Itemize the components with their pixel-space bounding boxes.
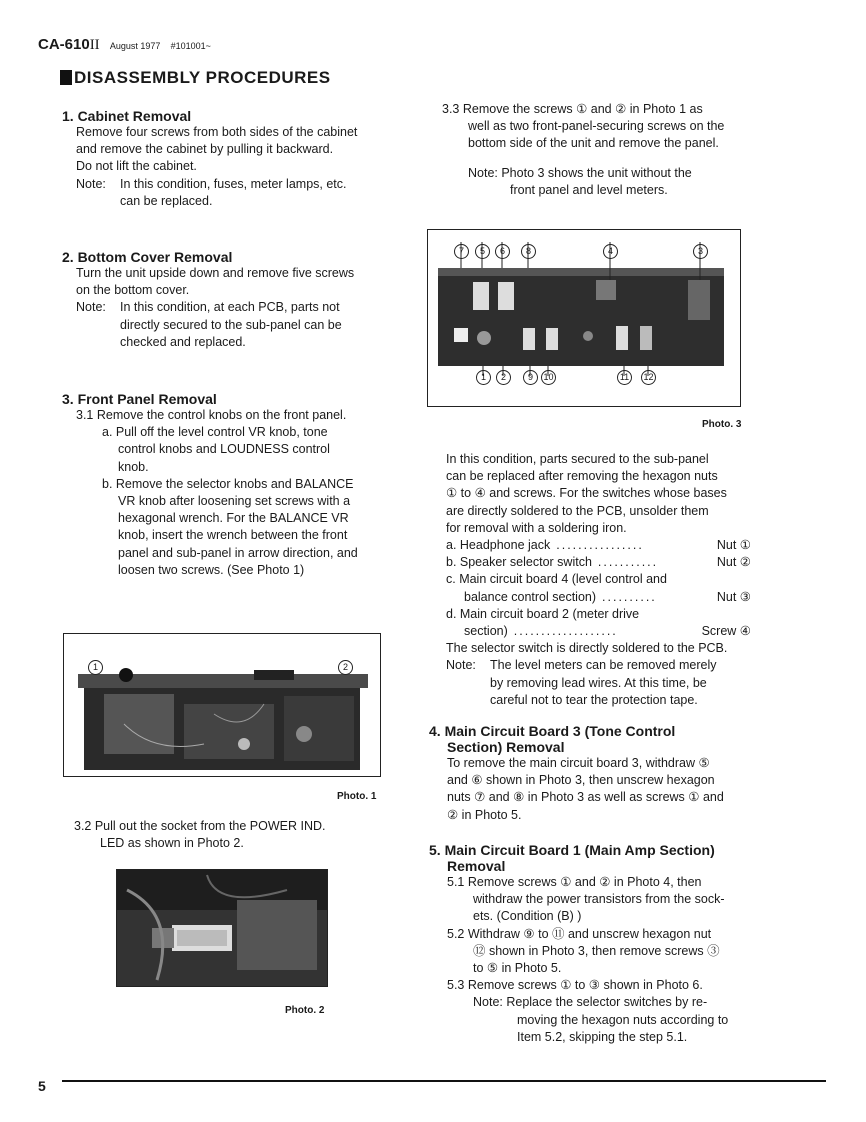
model-header <box>38 36 211 54</box>
list-item: a. Headphone jack ................ Nut ① <box>446 538 751 553</box>
photo-3-label: 8 <box>521 244 536 259</box>
model-suffix: II <box>89 37 100 53</box>
section-heading: 5. Main Circuit Board 1 (Main Amp Section) <box>429 842 715 858</box>
subpanel-parts: In this condition, parts secured to the sub-panel can be replaced after removing the hexagon nuts ① to ④ and screws. For the switches whose bases are directly soldered to the PCB, unsolder them for removal with a soldering iron. a. Headphone jack ................ Nut ① b. Speaker selector switch ........... Nut ② c. Main circuit board 4 (level control and balance control section) .......... Nut ③ d. Main circuit board 2 (meter drive section) ................... Screw ④ The selector switch is directly soldered to the PCB. Note: The level meters can be removed merely by removing lead wires. At this time, be careful not to tear the protection tape. <box>446 452 751 707</box>
photo-1-label: 1 <box>88 660 103 675</box>
step-3-2: 3.2 Pull out the socket from the POWER IND. LED as shown in Photo 2. <box>74 819 326 851</box>
section-heading: 1. Cabinet Removal <box>62 108 192 124</box>
list-item: d. Main circuit board 2 (meter drive <box>446 606 640 621</box>
page-number: 5 <box>38 1078 46 1094</box>
photo-3-label: 11 <box>617 370 632 385</box>
photo-3-label: 4 <box>603 244 618 259</box>
photo-1-caption: Photo. 1 <box>337 791 377 802</box>
photo-3-label: 1 <box>476 370 491 385</box>
photo-3-label: 5 <box>475 244 490 259</box>
photo-3-caption: Photo. 3 <box>702 419 742 430</box>
photo-2-caption: Photo. 2 <box>285 1005 325 1016</box>
photo-1-image <box>64 634 380 776</box>
list-item: c. Main circuit board 4 (level control and <box>446 572 667 587</box>
section-heading: 2. Bottom Cover Removal <box>62 249 233 265</box>
list-item: b. Speaker selector switch ........... Nut ② <box>446 555 751 570</box>
photo-3-label: 6 <box>495 244 510 259</box>
photo-1-label: 2 <box>338 660 353 675</box>
photo-3-label: 12 <box>641 370 656 385</box>
photo-2 <box>116 869 328 987</box>
header-date: August 1977 <box>109 41 161 51</box>
section-cabinet-removal: 1. Cabinet Removal Remove four screws from both sides of the cabinet and remove the cabinet by pulling it backward. Do not lift the cabinet. Note: In this condition, fuses, meter lamps, etc. can be replaced. <box>62 108 382 210</box>
photo-3-label: 3 <box>693 244 708 259</box>
page-title: DISASSEMBLY PROCEDURES <box>60 68 331 88</box>
photo-3-label: 2 <box>496 370 511 385</box>
section-main-circuit-board-3: 4. Main Circuit Board 3 (Tone Control Section) Removal To remove the main circuit board 3, withdraw ⑤ and ⑥ shown in Photo 3, then unscrew hexagon nuts ⑦ and ⑧ in Photo 3 as well as screws ① and ② in Photo 5. <box>429 723 749 824</box>
list-item: section) ................... Screw ④ <box>464 624 751 639</box>
photo-1 <box>63 633 381 777</box>
photo-3-label: 10 <box>541 370 556 385</box>
footer-rule <box>62 1080 826 1082</box>
section-heading: 3. Front Panel Removal <box>62 391 217 407</box>
model-name: CA-610 <box>38 36 90 53</box>
section-main-circuit-board-1: 5. Main Circuit Board 1 (Main Amp Section) Removal 5.1 Remove screws ① and ② in Photo 4, then withdraw the power transistors from the sock- ets. (Condition (B) ) 5.2 Withdraw ⑨ to ⑪ and unscrew hexagon nut ⑫ shown in Photo 3, then remove screws ③ to ⑤ in Photo 5. 5.3 Remove screws ① to ③ shown in Photo 6. Note: Replace the selector switches by re- moving the hexagon nuts according to Item 5.2, skipping the step 5.1. <box>429 842 754 1046</box>
step-3-3: 3.3 Remove the screws ① and ② in Photo 1 as well as two front-panel-securing screws on the bottom side of the unit and remove the panel. Note: Photo 3 shows the unit without the front panel and level meters. <box>442 102 725 197</box>
photo-3 <box>427 229 741 407</box>
list-item: balance control section) .......... Nut ③ <box>464 589 751 604</box>
photo-3-image <box>428 230 740 406</box>
section-heading: 4. Main Circuit Board 3 (Tone Control <box>429 723 676 739</box>
photo-2-image <box>117 870 327 986</box>
section-bottom-cover-removal: 2. Bottom Cover Removal Turn the unit upside down and remove five screws on the bottom cover. Note: In this condition, at each PCB, parts not directly secured to the sub-panel can be checked and replaced. <box>62 249 382 351</box>
photo-3-label: 9 <box>523 370 538 385</box>
section-front-panel-removal: 3. Front Panel Removal 3.1 Remove the control knobs on the front panel. a. Pull off the level control VR knob, tone control knobs and LOUDNESS control knob. b. Remove the selector knobs and BALANCE VR knob after loosening set screws with a hexagonal wrench. For the BALANCE VR knob, insert the wrench between the front panel and sub-panel in arrow direction, and loosen two screws. (See Photo 1) <box>62 391 392 579</box>
photo-3-label: 7 <box>454 244 469 259</box>
title-marker <box>60 70 72 85</box>
header-code: #101001~ <box>170 41 211 51</box>
